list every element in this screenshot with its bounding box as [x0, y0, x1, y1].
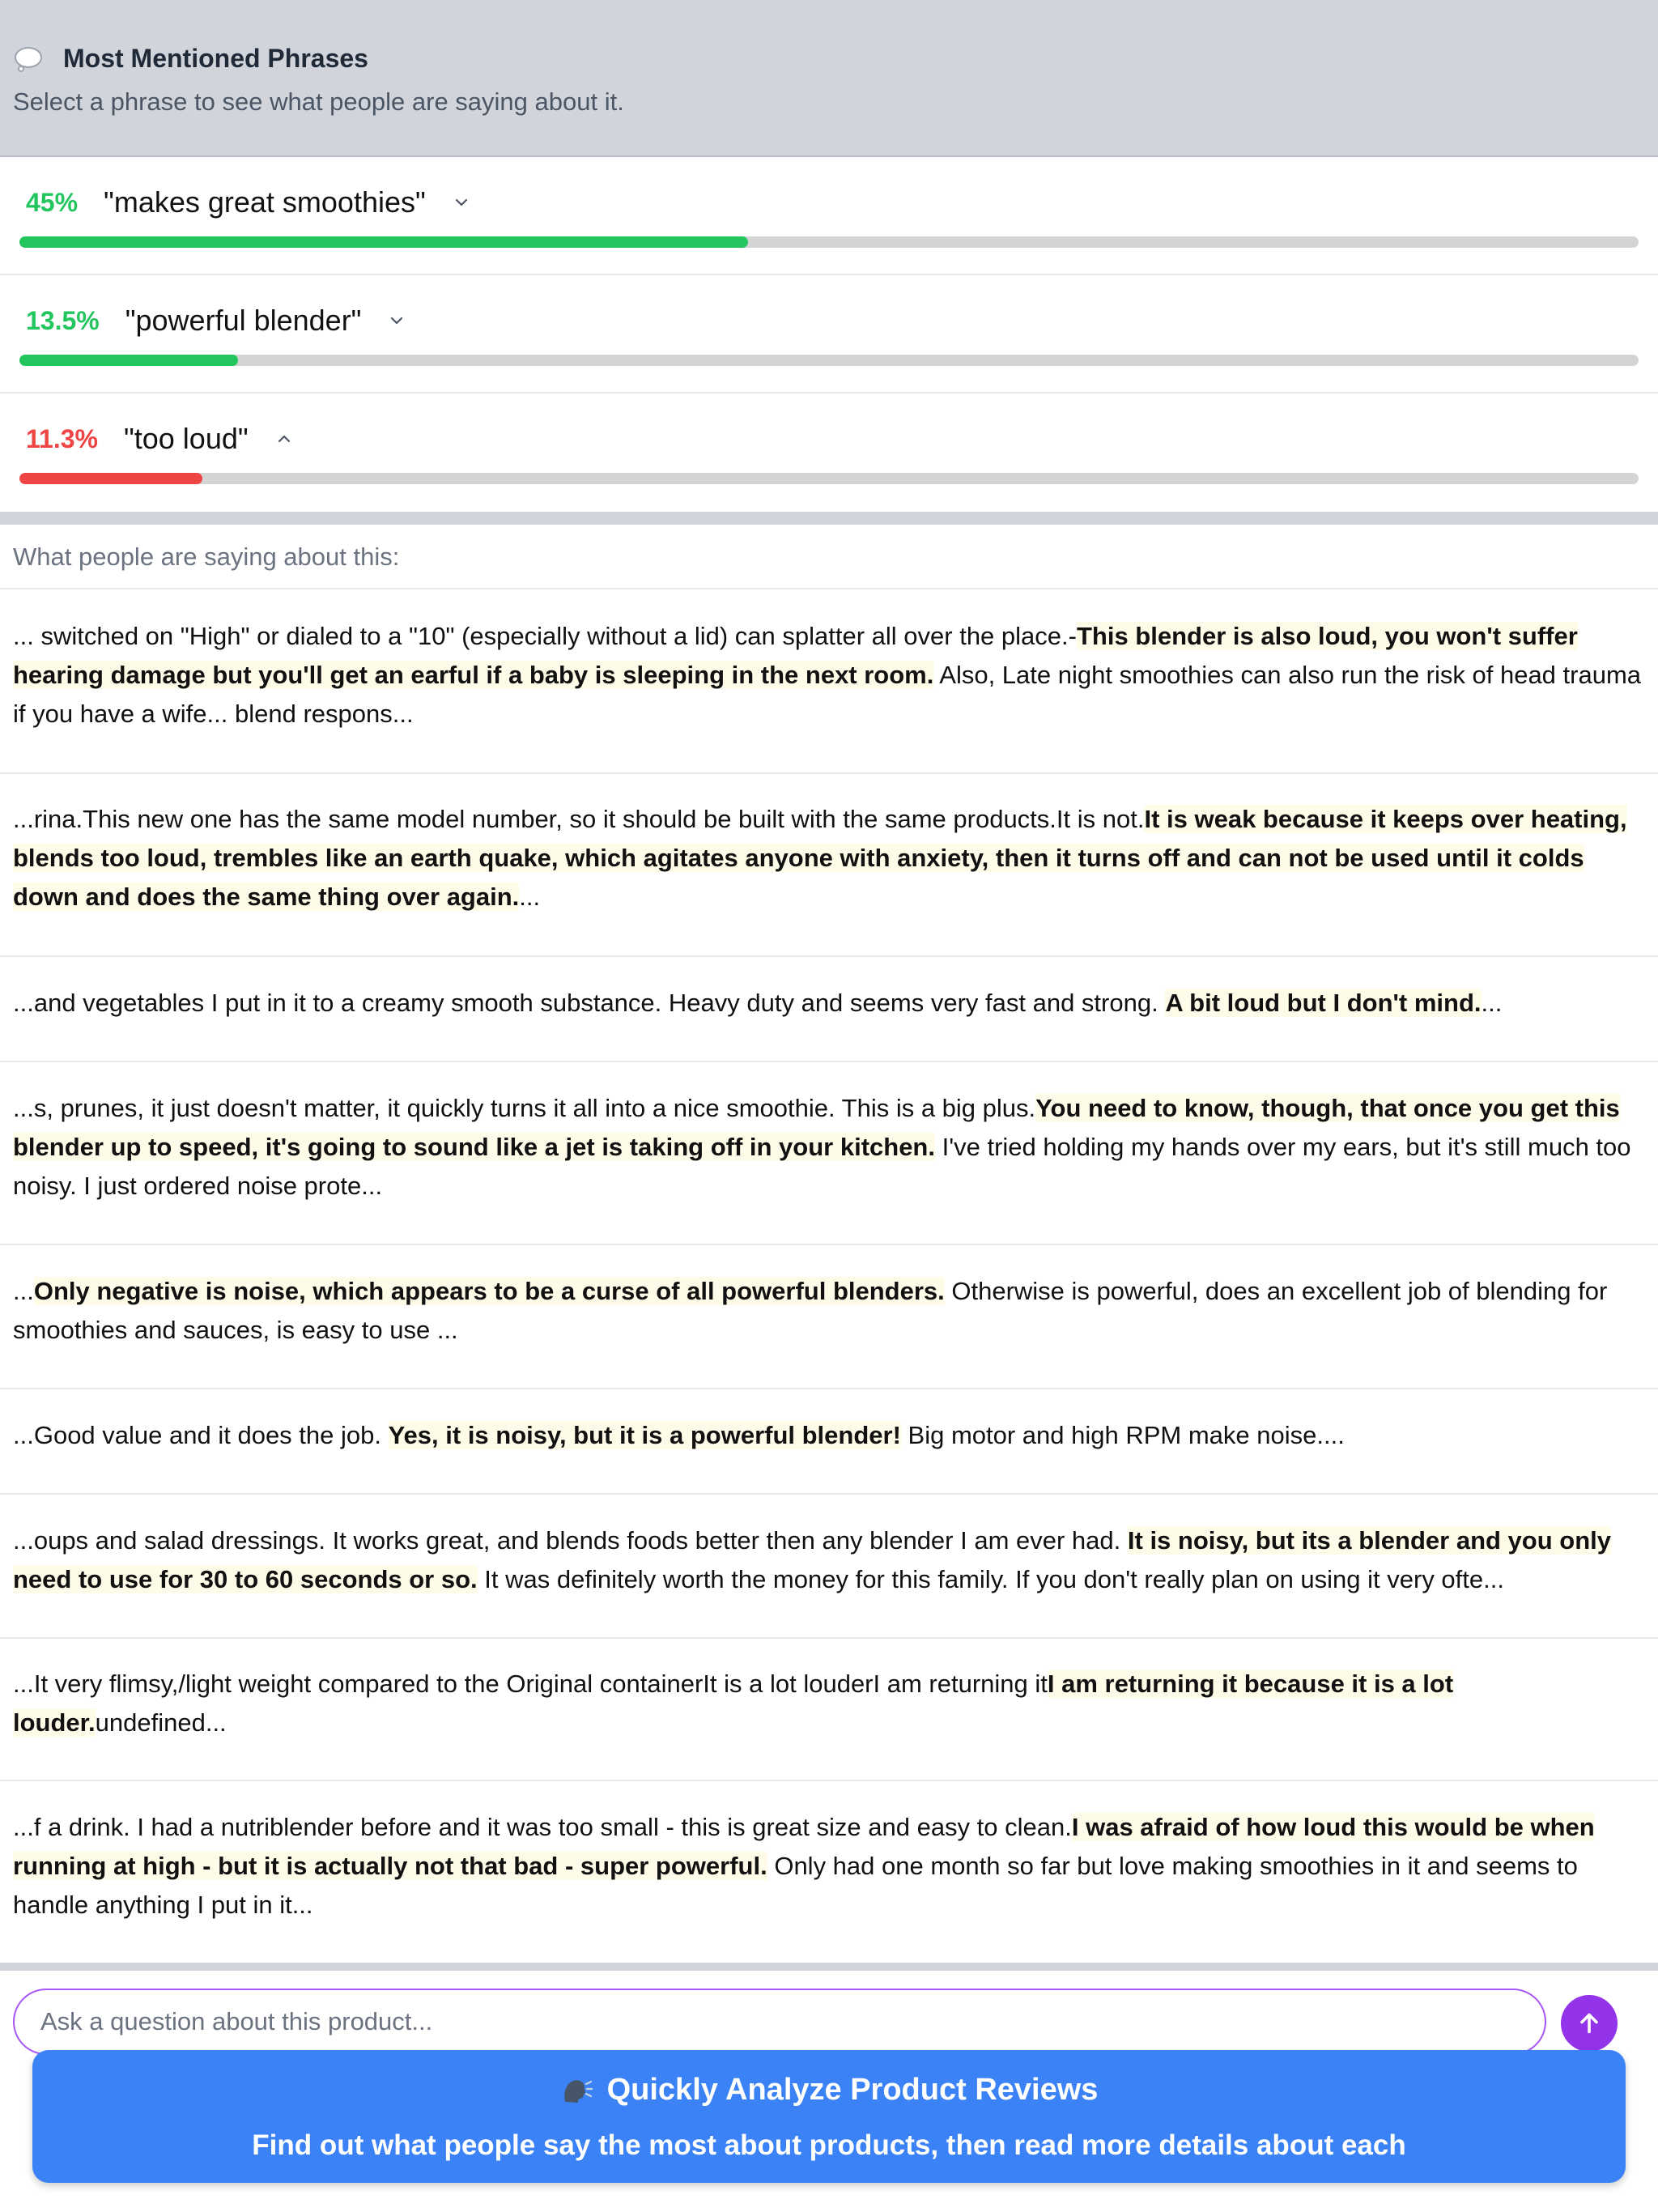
banner-title: Quickly Analyze Product Reviews [606, 2073, 1099, 2107]
highlighted-sentence: It is noisy, but its a blender and you only need to use for 30 to 60 seconds or so. [13, 1526, 1612, 1593]
phrase-item-too-loud[interactable] [0, 393, 1658, 512]
review-snippet: ...Only negative is noise, which appears to be a curse of all powerful blenders. Otherwise is powerful, does an excellent job of blending for smoothies and sauces, is easy to use ... [13, 1277, 1608, 1344]
highlighted-sentence: A bit loud but I don't mind. [1165, 989, 1482, 1017]
highlighted-sentence: This blender is also loud, you won't suffer hearing damage but you'll get an earful if a baby is sleeping in the next room. [13, 622, 1578, 689]
phrase-progress-fill [19, 355, 238, 366]
phrase-text: "powerful blender" [125, 304, 362, 337]
highlighted-sentence: Yes, it is noisy, but it is a powerful blender! [388, 1421, 901, 1449]
review-snippet: ...and vegetables I put in it to a creamy smooth substance. Heavy duty and seems very fast and strong. A bit loud but I don't mind.... [13, 989, 1503, 1017]
phrase-progress-fill [19, 236, 748, 248]
review-snippet: ...f a drink. I had a nutriblender before and it was too small - this is great size and easy to clean.I was afraid of how loud this would be when running at high - but it is actually not that bad - super powerful. Only had one month so far but love making smoothies in it and seems to handle anything I put in it... [13, 1813, 1595, 1919]
highlighted-sentence: It is weak because it keeps over heating, blends too loud, trembles like an earth quake, which agitates anyone with anxiety, then it turns off and can not be used until it colds down and does the same thing over again. [13, 805, 1627, 911]
header-subtitle: Select a phrase to see what people are saying about it. [13, 87, 624, 116]
banner-subtitle: Find out what people say the most about products, then read more details about each [252, 2129, 1406, 2161]
saying-label: What people are saying about this: [13, 542, 400, 571]
arrow-up-icon [1575, 2009, 1604, 2038]
phrase-progress-fill [19, 473, 202, 484]
ask-question-input[interactable] [13, 1989, 1546, 2055]
highlighted-sentence: Only negative is noise, which appears to be a curse of all powerful blenders. [33, 1277, 945, 1305]
phrase-text: "makes great smoothies" [104, 185, 426, 219]
header-title: Most Mentioned Phrases [63, 44, 368, 73]
divider [0, 1388, 1658, 1389]
divider [0, 1637, 1658, 1639]
section-divider [0, 512, 1658, 525]
phrases-header [0, 0, 1658, 157]
divider [0, 1493, 1658, 1495]
review-snippet: ... switched on "High" or dialed to a "10" (especially without a lid) can splatter all over the place.-This blender is also loud, you won't suffer hearing damage but you'll get an earful if a baby is sleeping in the next room. Also, Late night smoothies can also run the risk of head trauma if you have a wife... blend respons... [13, 622, 1642, 728]
chevron-down-icon[interactable] [452, 193, 471, 212]
divider [0, 772, 1658, 774]
phrase-progress-track [19, 473, 1639, 484]
divider [0, 955, 1658, 957]
banner-title-row [32, 2073, 1626, 2108]
divider [0, 1780, 1658, 1781]
speaking-head-icon [560, 2074, 593, 2107]
promo-banner[interactable] [32, 2050, 1626, 2183]
send-button[interactable] [1561, 1995, 1618, 2052]
phrase-progress-track [19, 236, 1639, 248]
section-divider [0, 1963, 1658, 1971]
divider [0, 1244, 1658, 1245]
phrase-percent: 11.3% [26, 423, 98, 453]
review-snippet: ...Good value and it does the job. Yes, it is noisy, but it is a powerful blender! Big motor and high RPM make noise.... [13, 1421, 1345, 1449]
phrase-text: "too loud" [123, 422, 249, 455]
phrase-percent: 45% [26, 187, 79, 217]
divider [0, 1061, 1658, 1062]
header-title-row [13, 44, 368, 74]
chevron-down-icon[interactable] [387, 311, 406, 330]
review-snippet: ...oups and salad dressings. It works great, and blends foods better then any blender I am ever had. It is noisy, but its a blender and you only need to use for 30 to 60 seconds or so. It was definitely worth the money for this family. If you don't really plan on using it very ofte... [13, 1526, 1612, 1593]
thought-bubble-icon [13, 45, 45, 73]
highlighted-sentence: I am returning it because it is a lot louder. [13, 1670, 1454, 1737]
phrase-item-makes-great-smoothies[interactable] [0, 157, 1658, 275]
divider [0, 588, 1658, 589]
chevron-up-icon[interactable] [274, 429, 294, 449]
phrase-item-powerful-blender[interactable] [0, 275, 1658, 393]
review-snippet: ...It very flimsy,/light weight compared to the Original containerIt is a lot louderI am returning itI am returning it because it is a lot louder.undefined... [13, 1670, 1454, 1737]
review-snippet: ...rina.This new one has the same model number, so it should be built with the same products.It is not.It is weak because it keeps over heating, blends too loud, trembles like an earth quake, which agitates anyone with anxiety, then it turns off and can not be used until it colds down and does the same thing over again.... [13, 805, 1627, 911]
review-snippet: ...s, prunes, it just doesn't matter, it quickly turns it all into a nice smoothie. This is a big plus.You need to know, though, that once you get this blender up to speed, it's going to sound like a jet is taking off in your kitchen. I've tried holding my hands over my ears, but it's still much too noisy. I just ordered noise prote... [13, 1094, 1631, 1200]
highlighted-sentence: You need to know, though, that once you get this blender up to speed, it's going to sound like a jet is taking off in your kitchen. [13, 1094, 1620, 1161]
phrase-progress-track [19, 355, 1639, 366]
phrase-percent: 13.5% [26, 305, 100, 335]
highlighted-sentence: I was afraid of how loud this would be when running at high - but it is actually not that bad - super powerful. [13, 1813, 1595, 1880]
